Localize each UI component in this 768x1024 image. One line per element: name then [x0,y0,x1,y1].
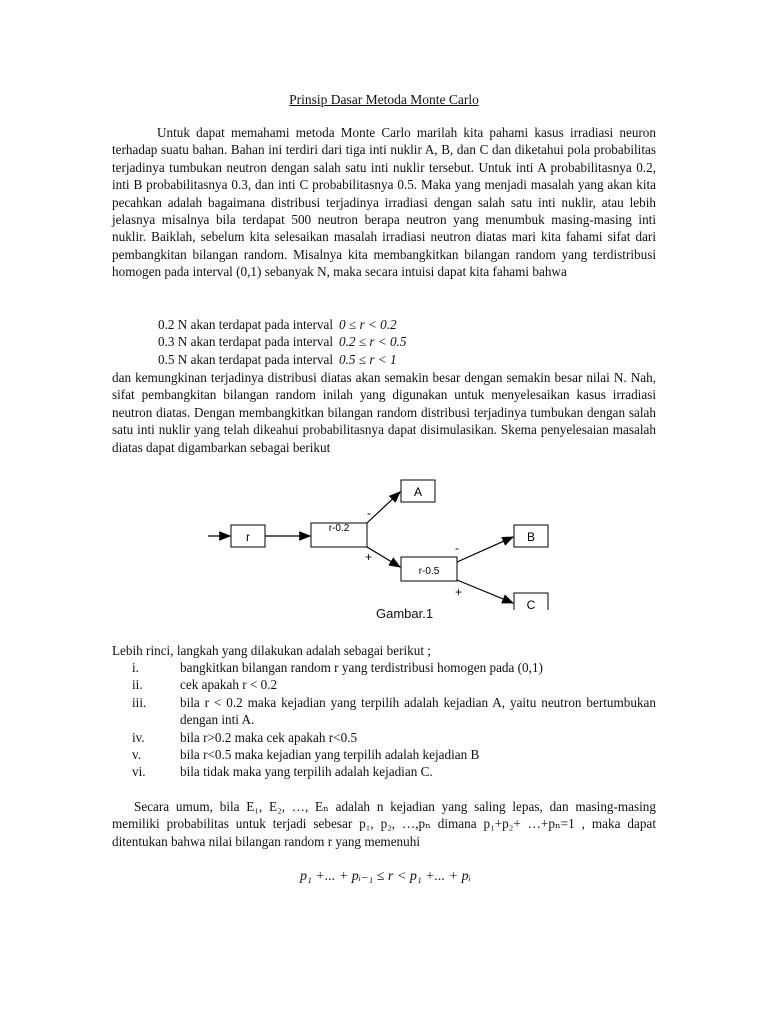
list-item [132,676,656,693]
paragraph-scheme: dan kemungkinan terjadinya distribusi diatas akan semakin besar dengan semakin besar nilai N. Nah, sifat pembangkitan bilangan random inilah yang digunakan untuk menyelesaikan kasus irradiasi neutron diatas. Dengan membangkitkan bilangan random distribusi terjadinya tumbukan dengan salah satu inti nuklir yang telah dikeahui probabilitasnya dapat disimulasikan. Skema penyelesaian masalah diatas dapat digambarkan sebagai berikut [112,370,656,455]
box-r-label: r [246,530,250,544]
list-item [132,659,656,676]
interval-line-1 [158,316,397,333]
paragraph-steps-intro: Lebih rinci, langkah yang dilakukan adalah sebagai berikut ; [112,643,431,658]
step-number: iii. [132,694,147,710]
decision1-label: r-0.2 [328,523,350,534]
arrow-decision1-to-A [367,492,400,523]
interval-math-2: 0.2 ≤ r < 0.5 [339,334,407,349]
interval-math-1: 0 ≤ r < 0.2 [339,317,397,332]
step-text: bila r>0.2 maka cek apakah r<0.5 [180,729,358,745]
page-title: Prinsip Dasar Metoda Monte Carlo [289,92,479,107]
formula: p₁ +... + pᵢ₋₁ ≤ r < p₁ +... + pᵢ [300,869,471,884]
step-number: i. [132,660,139,675]
minus-label-1: - [367,506,371,520]
plus-label-1: + [365,550,373,564]
minus-label-2: - [455,541,459,555]
interval-math-3: 0.5 ≤ r < 1 [339,352,397,367]
step-number: ii. [132,677,143,693]
list-item [132,729,656,746]
list-item [132,694,656,729]
list-item [132,763,656,780]
step-text: bila r < 0.2 maka kejadian yang terpilih adalah kejadian A, yaitu neutron bertumbukan dengan inti A. [180,694,656,728]
steps-list [132,659,656,781]
paragraph-general: Secara umum, bila E₁, E₂, …, Eₙ adalah n kejadian yang saling lepas, dan masing-masing memiliki probabilitas untuk terjadi sebesar p₁, p₂, …,pₙ dimana p₁+p₂+ …+pₙ=1 , maka dapat ditentukan bahwa nilai bilangan random r yang memenuhi [112,799,656,849]
step-number: v. [132,747,142,763]
list-item [132,746,656,763]
step-text: bila tidak maka yang terpilih adalah kejadian C. [180,764,433,780]
paragraph-intro: Untuk dapat memahami metoda Monte Carlo marilah kita pahami kasus irradiasi neuron terhadap suatu bahan. Bahan ini terdiri dari tiga inti nuklir A, B, dan C dan diketahui pola probabilitas terjadinya tumbukan neutron dengan salah satu inti nuklir tersebut. Untuk inti A probabilitasnya 0.2, inti B probabilitasnya 0.3, dan inti C probabilitasnya 0.5. Maka yang menjadi masalah yang akan kita pecahkan adalah bagaimana distribusi terjadinya irradiasi dengan salah satu inti nuklir, atau lebih jelasnya misalnya bila terdapat 500 neutron berapa neutron yang menumbuk masing-masing inti nuklir. Baiklah, sebelum kita selesaikan masalah irradiasi neutron diatas mari kita fahami sifat dari pembangkitan bilangan random. Misalnya kita membangkitkan bilangan random yang terdistribusi homogen pada interval (0,1) sebanyak N, maka secara intuisi dapat kita fahami bahwa [112,125,656,280]
step-text: bangkitkan bilangan random r yang terdistribusi homogen pada (0,1) [180,660,543,675]
decision2-label: r-0.5 [418,566,440,577]
interval-line-2 [158,333,406,350]
box-A-label: A [413,485,423,499]
arrow-decision2-to-C [457,580,513,603]
interval-text-3: 0.5 N akan terdapat pada interval [158,352,334,367]
box-C-label: C [526,598,536,610]
step-text: cek apakah r < 0.2 [180,677,278,693]
figure-caption: Gambar.1 [376,606,434,621]
plus-label-2: + [455,585,463,599]
flow-diagram [0,470,768,610]
interval-text-2: 0.3 N akan terdapat pada interval [158,334,334,349]
step-text: bila r<0.5 maka kejadian yang terpilih adalah kejadian B [180,747,480,763]
step-number: iv. [132,729,145,745]
step-number: vi. [132,764,146,780]
box-B-label: B [526,530,536,544]
interval-line-3 [158,351,397,368]
interval-text-1: 0.2 N akan terdapat pada interval [158,317,334,332]
arrow-decision2-to-B [457,537,513,562]
